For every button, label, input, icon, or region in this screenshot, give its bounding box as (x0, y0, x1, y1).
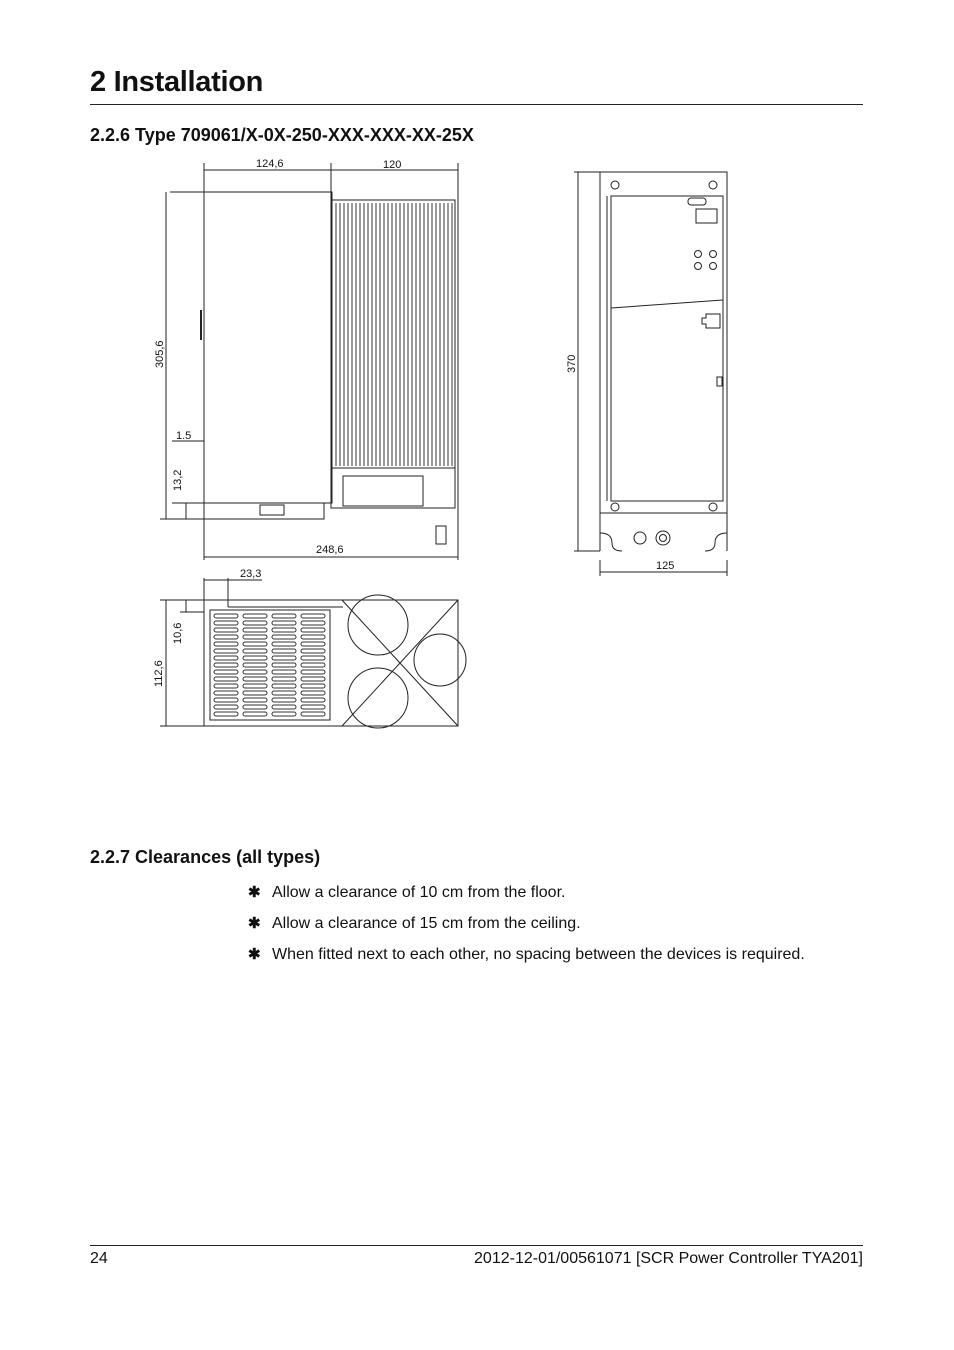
list-item-text: Allow a clearance of 10 cm from the floor. (272, 884, 566, 901)
clearance-list (248, 883, 805, 976)
bullet-star-icon: ✱ (248, 946, 261, 963)
bullet-star-icon: ✱ (248, 915, 261, 932)
dim-bottom-small-label: 10,6 (172, 622, 184, 644)
dim-height-side-label: 305,6 (154, 340, 166, 368)
list-item-text: Allow a clearance of 15 cm from the ceiling. (272, 915, 581, 932)
section-heading-2-2-7: 2.2.7 Clearances (all types) (90, 847, 321, 867)
list-item (248, 883, 805, 914)
chapter-title: 2 Installation (90, 66, 264, 98)
dim-depth-label: 248,6 (316, 544, 344, 556)
dim-top-left-label: 124,6 (256, 158, 284, 170)
section-heading-2-2-6: 2.2.6 Type 709061/X-0X-250-XXX-XXX-XX-25X (90, 125, 474, 145)
bullet-star-icon: ✱ (248, 884, 261, 901)
document-reference: 2012-12-01/00561071 [SCR Power Controller TYA201] (474, 1250, 863, 1267)
dim-bottom-height-label: 112,6 (153, 660, 165, 687)
list-item-text: When fitted next to each other, no spacing between the devices is required. (272, 946, 805, 963)
footer-divider (90, 1245, 863, 1246)
page-number: 24 (90, 1250, 108, 1267)
dim-offset-label: 1.5 (176, 430, 192, 442)
dim-front-height-label: 370 (566, 354, 578, 373)
dim-bottom-offset-label: 23,3 (240, 568, 262, 580)
dim-base-label: 13,2 (172, 469, 184, 491)
list-item (248, 945, 805, 976)
dim-top-right-label: 120 (383, 159, 402, 171)
list-item (248, 914, 805, 945)
dim-front-width-label: 125 (656, 560, 675, 572)
